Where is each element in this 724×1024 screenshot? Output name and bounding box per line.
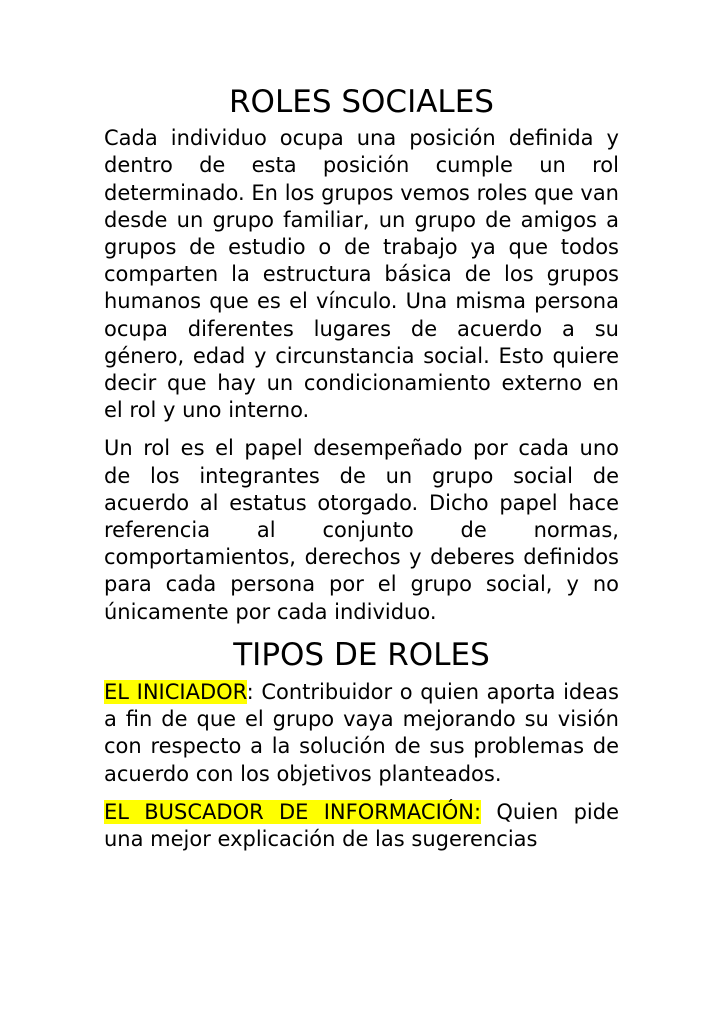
document-title: ROLES SOCIALES xyxy=(229,84,494,120)
intro-paragraph: Cada individuo ocupa una posición definida y dentro de esta posición cumple un rol determinado. En los grupos vemos roles que van desde un grupo familiar, un grupo de amigos a grupos de estudio o de trabajo ya que todos comparten la estructura básica de los grupos humanos que es el vínculo. Una misma persona ocupa diferentes lugares de acuerdo a su género, edad y circunstancia social. Esto quiere decir que hay un condicionamiento externo en el rol y uno interno. xyxy=(104,126,619,423)
role-description: Quien pide una mejor explicación de las sugerencias xyxy=(104,799,620,852)
role-description: Contribuidor o quien aporta ideas a fin de que el grupo vaya mejorando su visión con respecto a la solución de sus problemas de acuerdo con los objetivos planteados. xyxy=(104,680,619,786)
role-term-highlight: EL BUSCADOR DE INFORMACIÓN: xyxy=(104,799,482,824)
section-title: TIPOS DE ROLES xyxy=(233,636,490,673)
role-item-iniciador xyxy=(104,679,619,788)
role-term-highlight: EL INICIADOR xyxy=(104,680,247,705)
role-item-buscador xyxy=(104,799,619,853)
role-definition-paragraph: Un rol es el papel desempeñado por cada uno de los integrantes de un grupo social de acuerdo al estatus otorgado. Dicho papel hace referencia al conjunto de normas, comportamientos, derechos y deberes definidos para cada persona por el grupo social, y no únicamente por cada individuo. xyxy=(104,436,619,624)
document-page xyxy=(104,84,619,864)
role-term-separator: : xyxy=(246,680,254,705)
